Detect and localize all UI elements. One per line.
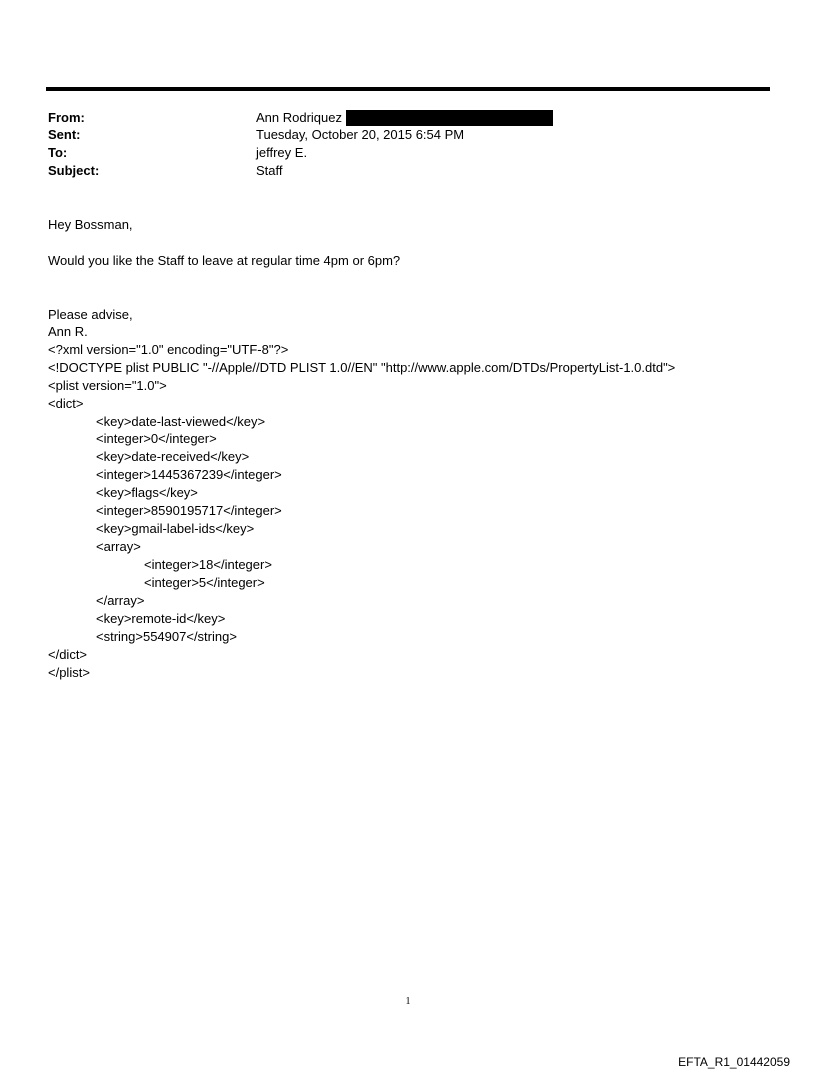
from-label: From: (48, 110, 85, 125)
plist-line: <key>date-last-viewed</key> (96, 414, 266, 429)
redaction-block (346, 110, 553, 126)
signature-text: Ann R. (48, 324, 88, 339)
from-name: Ann Rodriquez (256, 110, 342, 125)
sent-label: Sent: (48, 127, 81, 142)
to-value: jeffrey E. (256, 145, 308, 160)
plist-line: </array> (96, 593, 145, 608)
plist-line: <integer>8590195717</integer> (96, 503, 282, 518)
greeting-text: Hey Bossman, (48, 217, 133, 232)
sent-value: Tuesday, October 20, 2015 6:54 PM (256, 127, 465, 142)
header-divider (46, 87, 770, 91)
plist-line: <integer>0</integer> (96, 431, 217, 446)
plist-doctype: <!DOCTYPE plist PUBLIC "-//Apple//DTD PLIST 1.0//EN" "http://www.apple.com/DTDs/PropertyList-1.0.dtd"> (48, 360, 676, 375)
plist-dict-close: </dict> (48, 647, 88, 662)
subject-label: Subject: (48, 163, 100, 178)
plist-open-tag: <plist version="1.0"> (48, 378, 167, 393)
plist-line: <key>date-received</key> (96, 449, 250, 464)
plist-line: <key>remote-id</key> (96, 611, 226, 626)
to-label: To: (48, 145, 68, 160)
plist-line: <array> (96, 539, 141, 554)
closing-text: Please advise, (48, 307, 133, 322)
subject-value: Staff (256, 163, 283, 178)
plist-line: <key>gmail-label-ids</key> (96, 521, 255, 536)
plist-line: <integer>1445367239</integer> (96, 467, 282, 482)
plist-line: <key>flags</key> (96, 485, 198, 500)
page-number: 1 (405, 996, 411, 1007)
bates-number: EFTA_R1_01442059 (678, 1055, 790, 1069)
plist-dict-open: <dict> (48, 396, 84, 411)
plist-line: <integer>18</integer> (144, 557, 272, 572)
plist-line: <integer>5</integer> (144, 575, 265, 590)
plist-line: <string>554907</string> (96, 629, 237, 644)
from-value (256, 109, 553, 127)
question-text: Would you like the Staff to leave at regular time 4pm or 6pm? (48, 253, 401, 268)
plist-close-tag: </plist> (48, 665, 90, 680)
plist-xml-declaration: <?xml version="1.0" encoding="UTF-8"?> (48, 342, 289, 357)
